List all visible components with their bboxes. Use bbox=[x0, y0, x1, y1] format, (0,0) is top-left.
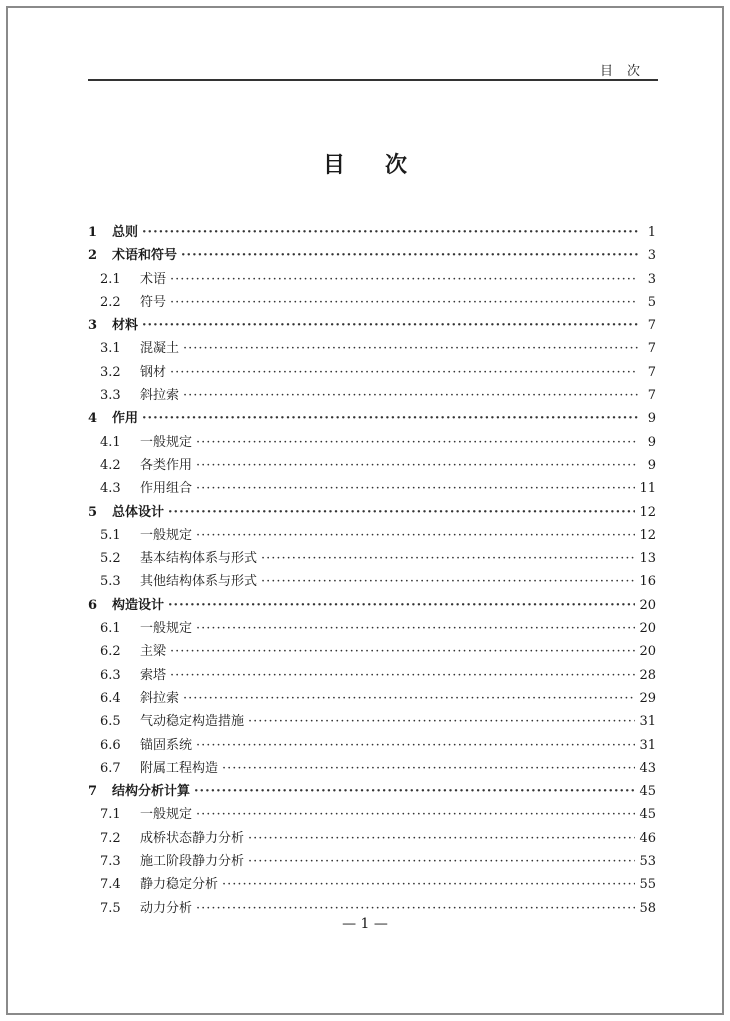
toc-entry-number: 5.1 bbox=[100, 527, 121, 543]
toc-entry[interactable] bbox=[88, 361, 656, 384]
toc-entry[interactable] bbox=[88, 710, 656, 733]
toc-entry-number: 5 bbox=[88, 504, 98, 520]
toc-entry-page: 46 bbox=[639, 830, 656, 846]
toc-entry[interactable] bbox=[88, 384, 656, 407]
toc-entry-page: 20 bbox=[639, 644, 656, 660]
toc-entry[interactable] bbox=[88, 477, 656, 500]
dot-leader bbox=[261, 574, 635, 589]
toc-entry-number: 1 bbox=[88, 225, 98, 240]
dot-leader bbox=[194, 784, 635, 799]
toc-entry-number: 5.2 bbox=[100, 551, 121, 567]
toc-entry[interactable] bbox=[88, 407, 656, 430]
toc-entry-page: 9 bbox=[647, 434, 656, 450]
toc-entry-page: 5 bbox=[647, 294, 656, 310]
toc-entry-page: 20 bbox=[639, 621, 656, 637]
toc-entry-number: 4.1 bbox=[100, 434, 121, 450]
table-of-contents bbox=[88, 221, 656, 920]
dot-leader bbox=[170, 272, 638, 287]
toc-entry-number: 7.2 bbox=[100, 830, 121, 846]
toc-entry-number: 6.2 bbox=[100, 644, 121, 660]
toc-entry-label: 静力稳定分析 bbox=[140, 877, 219, 893]
toc-entry-page: 11 bbox=[639, 481, 656, 497]
toc-entry[interactable] bbox=[88, 617, 656, 640]
toc-entry-page: 7 bbox=[647, 318, 656, 334]
toc-entry-page: 45 bbox=[639, 807, 656, 823]
toc-entry-number: 6.1 bbox=[100, 621, 121, 637]
dot-leader bbox=[142, 411, 638, 426]
toc-entry-label: 构造设计 bbox=[112, 597, 165, 613]
toc-entry-page: 3 bbox=[647, 248, 656, 264]
toc-entry-number: 2.1 bbox=[100, 271, 121, 287]
toc-entry-page: 45 bbox=[639, 784, 656, 800]
dot-leader bbox=[196, 435, 638, 450]
dot-leader bbox=[142, 318, 638, 333]
toc-entry[interactable] bbox=[88, 547, 656, 570]
toc-entry-number: 6.3 bbox=[100, 667, 121, 683]
toc-entry[interactable] bbox=[88, 640, 656, 663]
toc-entry-page: 9 bbox=[647, 457, 656, 473]
toc-entry-label: 一般规定 bbox=[140, 807, 193, 823]
dot-leader bbox=[196, 807, 635, 822]
toc-entry[interactable] bbox=[88, 687, 656, 710]
toc-entry-label: 符号 bbox=[140, 294, 167, 310]
toc-entry[interactable] bbox=[88, 524, 656, 547]
toc-entry[interactable] bbox=[88, 314, 656, 337]
toc-entry-number: 4.3 bbox=[100, 481, 121, 497]
header-rule bbox=[88, 79, 658, 81]
dot-leader bbox=[168, 598, 635, 613]
toc-entry-number: 3 bbox=[88, 318, 98, 334]
toc-entry-number: 4 bbox=[88, 411, 98, 427]
toc-entry[interactable] bbox=[88, 873, 656, 896]
toc-entry-label: 其他结构体系与形式 bbox=[140, 574, 258, 590]
toc-entry-label: 总则 bbox=[112, 225, 139, 240]
toc-entry-number: 3.3 bbox=[100, 388, 121, 404]
toc-entry-label: 术语和符号 bbox=[112, 248, 178, 264]
dot-leader bbox=[196, 738, 635, 753]
toc-entry-label: 斜拉索 bbox=[140, 388, 180, 404]
dot-leader bbox=[222, 761, 635, 776]
toc-entry-label: 索塔 bbox=[140, 667, 167, 683]
toc-entry-number: 6.6 bbox=[100, 737, 121, 753]
toc-entry-page: 1 bbox=[647, 225, 656, 240]
toc-entry-label: 钢材 bbox=[140, 364, 167, 380]
toc-entry-label: 总体设计 bbox=[112, 504, 165, 520]
toc-entry-page: 28 bbox=[639, 667, 656, 683]
toc-entry[interactable] bbox=[88, 850, 656, 873]
toc-entry-page: 7 bbox=[647, 364, 656, 380]
toc-entry-number: 3.1 bbox=[100, 341, 121, 357]
page-number: — 1 — bbox=[342, 916, 388, 932]
dot-leader bbox=[183, 691, 635, 706]
dot-leader bbox=[142, 225, 638, 240]
toc-entry-number: 3.2 bbox=[100, 364, 121, 380]
toc-entry[interactable] bbox=[88, 594, 656, 617]
toc-entry-label: 气动稳定构造措施 bbox=[140, 714, 245, 730]
toc-entry-number: 7.1 bbox=[100, 807, 121, 823]
dot-leader bbox=[168, 505, 635, 520]
toc-entry[interactable] bbox=[88, 827, 656, 850]
toc-entry-number: 6 bbox=[88, 597, 98, 613]
toc-entry[interactable] bbox=[88, 570, 656, 593]
dot-leader bbox=[181, 248, 638, 263]
toc-entry-page: 12 bbox=[639, 527, 656, 543]
dot-leader bbox=[170, 365, 638, 380]
dot-leader bbox=[196, 481, 635, 496]
toc-entry[interactable] bbox=[88, 501, 656, 524]
toc-entry-number: 5.3 bbox=[100, 574, 121, 590]
dot-leader bbox=[261, 551, 635, 566]
toc-entry-number: 6.7 bbox=[100, 760, 121, 776]
dot-leader bbox=[196, 458, 638, 473]
toc-entry-label: 一般规定 bbox=[140, 434, 193, 450]
toc-entry-number: 7.3 bbox=[100, 854, 121, 870]
toc-entry[interactable] bbox=[88, 268, 656, 291]
toc-entry-number: 2 bbox=[88, 248, 98, 264]
toc-entry-number: 6.5 bbox=[100, 714, 121, 730]
toc-entry[interactable] bbox=[88, 221, 656, 244]
dot-leader bbox=[248, 831, 635, 846]
toc-entry-page: 20 bbox=[639, 597, 656, 613]
toc-entry-page: 55 bbox=[639, 877, 656, 893]
dot-leader bbox=[196, 621, 635, 636]
toc-entry-label: 斜拉索 bbox=[140, 690, 180, 706]
toc-entry-page: 3 bbox=[647, 271, 656, 287]
toc-entry-label: 术语 bbox=[140, 271, 167, 287]
toc-entry-page: 16 bbox=[639, 574, 656, 590]
toc-entry-label: 各类作用 bbox=[140, 457, 193, 473]
toc-entry-number: 4.2 bbox=[100, 457, 121, 473]
toc-entry-number: 7.5 bbox=[100, 900, 121, 916]
toc-entry-page: 31 bbox=[639, 737, 656, 753]
toc-entry-label: 锚固系统 bbox=[140, 737, 193, 753]
dot-leader bbox=[196, 528, 635, 543]
toc-entry-label: 一般规定 bbox=[140, 621, 193, 637]
toc-entry-page: 9 bbox=[647, 411, 656, 427]
toc-entry-label: 基本结构体系与形式 bbox=[140, 551, 258, 567]
page-title: 目次 bbox=[322, 152, 447, 178]
toc-entry-number: 7 bbox=[88, 784, 98, 800]
toc-entry[interactable] bbox=[88, 780, 656, 803]
toc-entry-page: 58 bbox=[639, 900, 656, 916]
dot-leader bbox=[248, 854, 635, 869]
toc-entry-page: 13 bbox=[639, 551, 656, 567]
toc-entry-page: 43 bbox=[639, 760, 656, 776]
dot-leader bbox=[170, 644, 635, 659]
toc-entry[interactable] bbox=[88, 803, 656, 826]
toc-entry[interactable] bbox=[88, 337, 656, 360]
dot-leader bbox=[222, 877, 635, 892]
toc-entry-number: 7.4 bbox=[100, 877, 121, 893]
dot-leader bbox=[183, 341, 638, 356]
dot-leader bbox=[248, 714, 635, 729]
toc-entry-number: 2.2 bbox=[100, 294, 121, 310]
toc-entry-label: 成桥状态静力分析 bbox=[140, 830, 245, 846]
dot-leader bbox=[170, 668, 635, 683]
running-header: 目次 bbox=[599, 64, 654, 79]
toc-entry-page: 31 bbox=[639, 714, 656, 730]
toc-entry-page: 12 bbox=[639, 504, 656, 520]
toc-entry-label: 作用 bbox=[112, 411, 139, 427]
toc-entry[interactable] bbox=[88, 244, 656, 267]
toc-entry[interactable] bbox=[88, 291, 656, 314]
toc-entry-label: 动力分析 bbox=[140, 900, 193, 916]
toc-entry-label: 材料 bbox=[112, 318, 139, 334]
toc-entry-label: 主梁 bbox=[140, 644, 167, 660]
toc-entry-label: 施工阶段静力分析 bbox=[140, 854, 245, 870]
toc-entry-page: 29 bbox=[639, 690, 656, 706]
toc-entry-label: 作用组合 bbox=[140, 481, 193, 497]
dot-leader bbox=[196, 901, 635, 916]
dot-leader bbox=[170, 295, 638, 310]
toc-entry[interactable] bbox=[88, 431, 656, 454]
toc-entry[interactable] bbox=[88, 664, 656, 687]
toc-entry-number: 6.4 bbox=[100, 690, 121, 706]
toc-entry[interactable] bbox=[88, 454, 656, 477]
toc-entry-label: 结构分析计算 bbox=[112, 784, 191, 800]
toc-entry-label: 附属工程构造 bbox=[140, 760, 219, 776]
toc-entry-label: 一般规定 bbox=[140, 527, 193, 543]
dot-leader bbox=[183, 388, 638, 403]
toc-entry-page: 7 bbox=[647, 388, 656, 404]
toc-entry-page: 7 bbox=[647, 341, 656, 357]
toc-entry-label: 混凝土 bbox=[140, 341, 180, 357]
toc-entry-page: 53 bbox=[639, 854, 656, 870]
toc-entry[interactable] bbox=[88, 757, 656, 780]
toc-entry[interactable] bbox=[88, 734, 656, 757]
